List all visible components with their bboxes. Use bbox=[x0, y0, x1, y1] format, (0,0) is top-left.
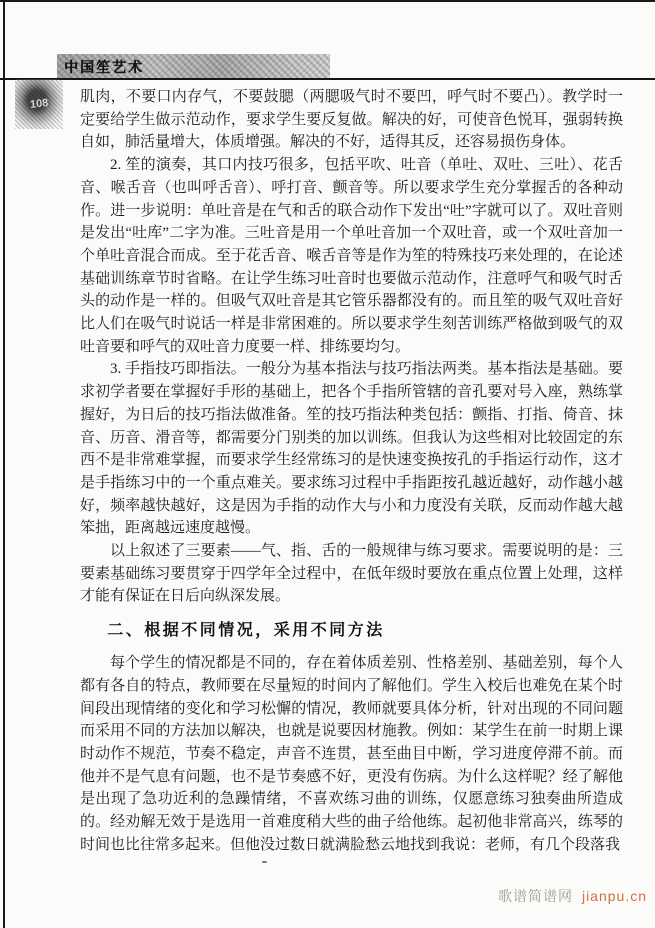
paragraph-continuation: 肌肉，不要口内存气，不要鼓腮（两腮吸气时不要凹，呼气时不要凸）。教学时一定要给学生做示范动作，要求学生要反复做。解决的好，可使音色悦耳，强弱转换自如，肺活量增大，体质增强。解决的不好，适得其反，还容易损伤身体。 bbox=[80, 89, 623, 151]
page-top-border bbox=[0, 0, 655, 2]
paragraph-three-elements-summary: 以上叙述了三要素——气、指、舌的一般规律与练习要求。需要说明的是：三要素基础练习要贯穿于四学年全过程中，在低年级时要放在重点位置上处理，这样才能有保证在日后向纵深发展。 bbox=[80, 543, 623, 605]
watermark-site-name: 歌谱简谱网 bbox=[498, 888, 574, 904]
page-left-border bbox=[3, 0, 5, 928]
page-number: 108 bbox=[29, 97, 49, 111]
header-banner bbox=[57, 54, 330, 79]
watermark-domain: jianpu.cn bbox=[581, 888, 647, 904]
footer-watermark bbox=[498, 886, 647, 906]
body-text bbox=[80, 86, 623, 857]
paragraph-mouth-techniques: 2. 笙的演奏，其口内技巧很多，包括平吹、吐音（单吐、双吐、三吐）、花舌音、喉舌音（也叫呼舌音）、呼打音、颤音等。所以要求学生充分掌握舌的各种动作。进一步说明：单吐音是在气和舌的联合动作下发出“吐”字就可以了。双吐音则是发出“吐库”二字为准。三吐音是用一个单吐音加一个双吐音，或一个双吐音加一个单吐音混合而成。至于花舌音、喉舌音等是作为笙的特殊技巧来处理的，在论述基础训练章节时省略。在让学生练习吐音时也要做示范动作，注意呼气和吸气时舌头的动作是一样的。但吸气双吐音是其它管乐器都没有的。而且笙的吸气双吐音好比人们在吸气时说话一样是非常困难的。所以要求学生刻苦训练严格做到吸气的双吐音要和呼气的双吐音力度要一样、排练要均匀。 bbox=[80, 157, 623, 355]
paragraph-finger-techniques: 3. 手指技巧即指法。一般分为基本指法与技巧指法两类。基本指法是基础。要求初学者要在掌握好手形的基础上，把各个手指所管辖的音孔要对号入座，熟练掌握好，为日后的技巧指法做准备。笙的技巧指法种类包括：颤指、打指、倚音、抹音、历音、滑音等，都需要分门别类的加以训练。但我认为这些相对比较固定的东西不是非常难掌握，而要求学生经常练习的是快速变换按孔的手指运行动作，这才是手指练习中的一个重点难关。要求练习过程中手指距按孔越近越好，动作越小越好，频率越快越好，这是因为手指的动作大与小和力度没有关联，反而动作越大越笨拙，距离越远速度越慢。 bbox=[80, 361, 623, 537]
section-heading: 二、根据不同情况，采用不同方法 bbox=[107, 622, 385, 640]
scan-speck bbox=[262, 861, 267, 863]
book-title: 中国笙艺术 bbox=[64, 58, 144, 75]
page-number-badge bbox=[15, 79, 63, 129]
paragraph-individual-differences: 每个学生的情况都是不同的，存在着体质差别、性格差别、基础差别，每个人都有各自的特点，教师要在尽量短的时间内了解他们。学生入校后也难免在某个时间段出现情绪的变化和学习松懈的情况，教师就要具体分析，针对出现的不同问题而采用不同的方法加以解决，也就是说要因材施教。例如：某学生在前一时期上课时动作不规范，节奏不稳定，声音不连贯，甚至曲目中断，学习进度停滞不前。而他并不是气息有问题，也不是节奏感不好，更没有伤病。为什么这样呢？经了解他是出现了急功近利的急躁情绪，不喜欢练习曲的训练，仅愿意练习独奏曲所造成的。经劝解无效于是选用一首难度稍大些的曲子给他练。起初他非常高兴，练琴的时间也比往常多起来。但他没过数日就满脸愁云地找到我说：老师，有几个段落我 bbox=[80, 655, 623, 853]
header-rule bbox=[0, 78, 655, 80]
